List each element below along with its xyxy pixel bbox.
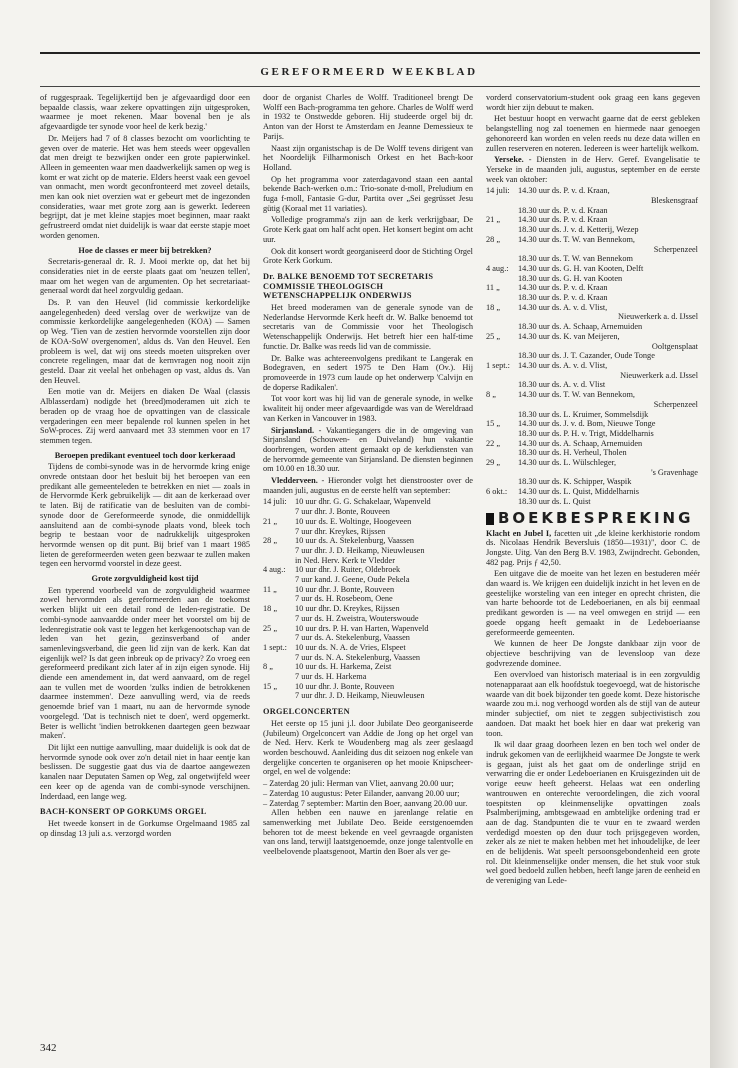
column-2 bbox=[263, 93, 473, 859]
schedule-date: 25 „ bbox=[263, 623, 278, 633]
schedule-date: 8 „ bbox=[263, 662, 273, 672]
schedule-entry: 18.30 uur ds. J. T. Cazander, Oude Tonge bbox=[518, 351, 655, 361]
paragraph-text: - Hieronder volgt het dienstrooster over de maanden juli, augustus en de eerste helft van september: bbox=[263, 476, 473, 495]
schedule-entry: 18.30 uur ds. P. H. v. Trigt, Middelharnis bbox=[518, 428, 654, 438]
paragraph: Een overvloed van historisch materiaal is in een zorgvuldig notenapparaat aan elk hoofdstuk toegevoegd, wat de historische waarde van dit boek bijzonder ten goede komt. Deze historische waarde zou m.i. nog verhoogd worden als de stijl van de auteur minder subjectief, om niet te zeggen subjectivistisch zou aandoen. Dat maakt het boek hier en daar wat prekerig van toon. bbox=[486, 670, 700, 738]
paragraph: door de organist Charles de Wolff. Traditioneel brengt De Wolff een Bach-programma ten gehore. Charles de Wolff werd in 1932 te Onstwedde geboren. Hij studeerde orgel bij dr. Anton van der Horst te Amsterdam en Jeanne Demessieux te Parijs. bbox=[263, 93, 473, 141]
schedule-date bbox=[263, 594, 295, 604]
schedule-entry: 18.30 uur ds. L. Quist bbox=[518, 496, 591, 506]
schedule-row bbox=[263, 662, 473, 672]
paragraph: Dr. Meijers had 7 of 8 classes bezocht om voorlichting te geven over de materie. Het was hem steeds weer opgevallen dat men dreigt te bezwijken onder een grote papierwinkel. Alleen in gemeenten waar men daadwerkelijk samen op weg is komt er wat zicht op de materie. Elders heerst vaak een gevoel van onmacht, men wordt geconfronteerd met zoveel details, men kan ook niet overzien wat er gebeurt met de ingezonden consideraties, waar met grote zorg aan is gewerkt. Iedereen begrijpt, dat je met kleine stapjes moet beginnen, maar raakt gefrustreerd omdat niet duidelijk is waar dat eerste stapje moet worden genomen. bbox=[40, 133, 250, 240]
paragraph bbox=[486, 529, 700, 568]
service-schedule bbox=[263, 497, 473, 701]
schedule-entry: 14.30 uur ds. A. v. d. Vlist, bbox=[518, 302, 608, 312]
schedule-date: 6 okt.: bbox=[486, 487, 508, 497]
schedule-date bbox=[486, 293, 518, 303]
paragraph: Allen hebben een nauwe en jarenlange relatie en samenwerking met Jubilate Deo. Beide eerstgenoemden behoren tot de meest bekende en veel gevraagde organisten van ons land, terwijl laatstgenoemde, onze jonge talentvolle en veelbelovende plaatsgenoot, Martin den Boer als ver ge- bbox=[263, 808, 473, 857]
paragraph: Dr. Balke was achtereenvolgens predikant te Langerak en Bodegraven, en sedert 1975 te Den Ham (Ov.). Hij promoveerde in 1973 cum laude op het onderwerp 'Calvijn en de doperse Radikalen'. bbox=[263, 353, 473, 392]
concert-item: – Zaterdag 20 juli: Herman van Vliet, aanvang 20.00 uur; bbox=[263, 779, 454, 789]
column-3 bbox=[486, 93, 700, 888]
page-number: 342 bbox=[40, 1042, 57, 1054]
paragraph: Naast zijn organistschap is de De Wolff tevens dirigent van het Noordelijk Filharmonisch Orkest en het Bach-koor Holland. bbox=[263, 143, 473, 172]
schedule-row bbox=[263, 594, 473, 604]
schedule-date: 15 „ bbox=[486, 419, 501, 429]
paragraph: Ds. P. van den Heuvel (lid commissie kerkordelijke aangelegenheden) deed verslag over de werkwijze van de commissie kerkordelijke aangelegenheden (KOA) — Samen op Weg. 'Tien van de zestien hervormde voorstellen zijn door de KOA-SoW overgenomen', aldus ds. Van den Heuvel. Een probleem is wel, dat wij ons steeds moeten uitspreken over concrete regelingen, maar dat de kernvragen nog nooit zijn gesteld. Daar zit veelal het onbehagen op vast, aldus ds. Van den Heuvel. bbox=[40, 298, 250, 385]
schedule-date: 18 „ bbox=[263, 604, 278, 614]
paragraph-text: facetten uit „de kleine kerkhistorie rondom ds. Nicolaas Hendrik Beversluis (1850—1931)", door C. de Jongste. Uitg. Van den Berg B.V. 1983, Zwijndrecht. Gebonden, 482 pag. Prijs ƒ 42,50. bbox=[486, 528, 701, 567]
book-title: Klacht en Jubel I, bbox=[486, 528, 552, 538]
schedule-date bbox=[263, 614, 295, 624]
schedule-entry: 14.30 uur ds. L. Wülschleger, bbox=[518, 458, 617, 468]
schedule-row bbox=[486, 419, 700, 429]
schedule-date bbox=[486, 448, 518, 458]
schedule-row bbox=[486, 390, 700, 400]
schedule-entry: 10 uur ds. N. A. de Vries, Elspeet bbox=[295, 642, 406, 652]
schedule-entry: 7 uur ds. H. Harkema bbox=[295, 672, 367, 682]
schedule-row bbox=[263, 507, 473, 517]
schedule-date: 1 sept.: bbox=[263, 642, 287, 652]
schedule-entry: 18.30 uur ds. J. v. d. Ketterij, Wezep bbox=[518, 225, 639, 235]
schedule-row bbox=[263, 497, 473, 507]
lead-word: Yerseke. bbox=[494, 155, 524, 165]
schedule-row bbox=[486, 274, 700, 284]
schedule-date: 14 juli: bbox=[263, 497, 287, 507]
schedule-row bbox=[263, 633, 473, 643]
schedule-date: 1 sept.: bbox=[486, 360, 510, 370]
schedule-date bbox=[263, 653, 295, 663]
schedule-date bbox=[263, 575, 295, 585]
schedule-row bbox=[486, 342, 700, 352]
schedule-date bbox=[486, 351, 518, 361]
schedule-entry: in Ned. Herv. Kerk te Vledder bbox=[295, 555, 395, 565]
schedule-date: 28 „ bbox=[486, 234, 501, 244]
schedule-entry: 10 uur dhr. J. Ruiter, Oldebroek bbox=[295, 565, 401, 575]
schedule-date bbox=[486, 342, 518, 352]
column-1 bbox=[40, 93, 250, 840]
schedule-entry: 18.30 uur ds. H. Verheul, Tholen bbox=[518, 448, 627, 458]
schedule-date bbox=[486, 322, 518, 332]
schedule-date: 8 „ bbox=[486, 390, 496, 400]
schedule-date bbox=[486, 497, 518, 507]
schedule-row bbox=[486, 448, 700, 458]
paragraph bbox=[486, 155, 700, 184]
schedule-row bbox=[486, 206, 700, 216]
schedule-entry: 14.30 uur ds. L. Quist, Middelharnis bbox=[518, 487, 639, 497]
paragraph: Secretaris-generaal dr. R. J. Mooi merkte op, dat het bij consideraties niet in de eerste plaats gaat om 'neuzen tellen', maar om het wegen van de argumenten. Op het secretariaat-generaal wordt dat heel zorgvuldig gedaan. bbox=[40, 257, 250, 296]
schedule-row bbox=[486, 497, 700, 507]
schedule-entry: 10 uur ds. E. Woltinge, Hoogeveen bbox=[295, 516, 412, 526]
schedule-date bbox=[263, 633, 295, 643]
schedule-date: 28 „ bbox=[263, 536, 278, 546]
schedule-date bbox=[486, 371, 518, 381]
article-heading: Dr. BALKE BENOEMD TOT SECRETARIS COMMISSIE THEOLOGISCH WETENSCHAPPELIJK ONDERWIJS bbox=[263, 271, 434, 301]
schedule-row bbox=[263, 527, 473, 537]
schedule-entry: Scherpenzeel bbox=[653, 399, 698, 409]
schedule-entry: 7 uur dhr. J. D. Heikamp, Nieuwleusen bbox=[295, 545, 425, 555]
schedule-row bbox=[263, 691, 473, 701]
schedule-entry: 10 uur ds. H. Harkema, Zeist bbox=[295, 662, 392, 672]
schedule-row bbox=[486, 225, 700, 235]
schedule-entry: 10 uur dhr. J. Bonte, Rouveen bbox=[295, 584, 395, 594]
schedule-row bbox=[486, 196, 700, 206]
schedule-row bbox=[263, 682, 473, 692]
schedule-row bbox=[486, 410, 700, 420]
schedule-entry: 7 uur kand. J. Geene, Oude Pekela bbox=[295, 575, 410, 585]
schedule-row bbox=[486, 186, 700, 196]
schedule-date bbox=[486, 206, 518, 216]
paragraph: Het breed moderamen van de generale synode van de Nederlandse Hervormde Kerk heeft dr. W. Balke benoemd tot secretaris van de Commissie voor het Theologisch Wetenschappelijk Onderwijs. Het betreft hier een half-time functie. Dr. Balke was reeds lid van de commissie. bbox=[263, 303, 473, 351]
schedule-row bbox=[486, 283, 700, 293]
schedule-row bbox=[486, 468, 700, 478]
schedule-row bbox=[486, 458, 700, 468]
schedule-row bbox=[486, 487, 700, 497]
schedule-entry: 10 uur ds. A. Stekelenburg, Vaassen bbox=[295, 536, 415, 546]
schedule-date bbox=[263, 507, 295, 517]
top-rule bbox=[40, 52, 700, 54]
paragraph: Op het programma voor zaterdagavond staan een aantal bekende Bach-werken o.m.: Trio-sonate d-moll, Preludium en fuga f-moll, Fantasie G-dur, Partita over „Sei gegrüsset Jesu gütig (Koraal met 11 variaties). bbox=[263, 174, 473, 213]
schedule-row bbox=[486, 429, 700, 439]
schedule-entry: 14.30 uur ds. T. W. van Bennekom, bbox=[518, 390, 635, 400]
paragraph: of ruggespraak. Tegelijkertijd ben je afgevaardigd door een bepaalde classis, waar zekere opvattingen zijn uitgesproken, waarmee je moet rekenen. Maar bovenal ben je als afgevaardigde ter synode voor heel de kerk bezig.' bbox=[40, 93, 250, 132]
concert-list bbox=[263, 779, 473, 808]
schedule-entry: 18.30 uur ds. P. v. d. Kraan bbox=[518, 293, 608, 303]
schedule-entry: 7 uur dhr. J. Bonte, Rouveen bbox=[295, 507, 390, 517]
paragraph bbox=[263, 476, 473, 495]
schedule-entry: 14.30 uur ds. P. v. d. Kraan, bbox=[518, 186, 610, 196]
schedule-entry: 7 uur dhr. Kreykes, Rijssen bbox=[295, 526, 386, 536]
schedule-row bbox=[486, 215, 700, 225]
schedule-row bbox=[263, 604, 473, 614]
schedule-date: 29 „ bbox=[486, 458, 501, 468]
schedule-date bbox=[486, 254, 518, 264]
schedule-date bbox=[486, 196, 518, 206]
schedule-date bbox=[486, 477, 518, 487]
concert-item: – Zaterdag 10 augustus: Peter Eilander, aanvang 20.00 uur; bbox=[263, 788, 460, 798]
paragraph: We kunnen de heer De Jongste dankbaar zijn voor de objectieve beschrijving van de levensloop van deze godvrezende dominee. bbox=[486, 639, 700, 668]
schedule-row bbox=[486, 293, 700, 303]
schedule-entry: 7 uur ds. H. Rosebeom, Oene bbox=[295, 594, 393, 604]
schedule-date: 21 „ bbox=[486, 215, 501, 225]
schedule-date bbox=[263, 672, 295, 682]
schedule-row bbox=[486, 380, 700, 390]
schedule-entry: 10 uur dhr. D. Kreykes, Rijssen bbox=[295, 604, 400, 614]
schedule-entry: 18.30 uur ds. P. v. d. Kraan bbox=[518, 205, 608, 215]
schedule-entry: 14.30 uur ds. A. Schaap, Arnemuiden bbox=[518, 438, 643, 448]
schedule-entry: 14.30 uur ds. G. H. van Kooten, Delft bbox=[518, 263, 644, 273]
schedule-row bbox=[486, 245, 700, 255]
paragraph: Volledige programma's zijn aan de kerk verkrijgbaar, De Grote Kerk gaat om half acht open. Het konsert begint om acht uur. bbox=[263, 215, 473, 244]
schedule-date: 21 „ bbox=[263, 516, 278, 526]
paragraph: Tot voor kort was hij lid van de generale synode, in welke kwaliteit hij onder meer afgevaardigde was van de Wereldraad van Kerken in Vancouver in 1983. bbox=[263, 394, 473, 423]
schedule-date bbox=[486, 400, 518, 410]
schedule-date bbox=[263, 691, 295, 701]
schedule-date bbox=[486, 468, 518, 478]
schedule-entry: 18.30 uur ds. A. v. d. Vlist bbox=[518, 380, 606, 390]
schedule-row bbox=[263, 536, 473, 546]
paragraph: Ik wil daar graag doorheen lezen en ben toch wel onder de indruk gekomen van de eerlijkheid waarmee De Jongste te werk is gegaan, juist als het gaat om de onderlinge strijd en verwarring die er onder Ledeboerianen en Kruisgezinden uit de vorige eeuw heeft geheerst. Helaas wat een onderling wantrouwen en onterechte veroordelingen, die zich vooral toespitsten op kleinmenselijke opvattingen zoals Psalmberijming, ambtsgewaad en ambtelijke ordening trad er aan de dag. Standpunten die te vuur en te zwaard werden verdedigd moesten op den duur toch prijsgegeven worden, zeker als ze niet te maken hebben met het inhoudelijke, de leer en de belijdenis. Wat speelt persoonsgebondenheid een grote rol. Dit kleinmenselijke onder mensen, die het stuk voor stuk wel goed bedoeld zullen hebben, heeft lange jaren de eenheid en de vereniging van Lede- bbox=[486, 740, 701, 886]
schedule-date bbox=[486, 380, 518, 390]
paragraph: vorderd conservatorium-student ook graag een kans gegeven wordt hier zijn debuut te maken. bbox=[486, 93, 700, 112]
page-header-title: GEREFORMEERD WEEKBLAD bbox=[260, 66, 478, 78]
paragraph: Tijdens de combi-synode was in de hervormde kring enige onvrede ontstaan door het besluit bij het beroepen van een predikant alle gemeenteleden te betrekken en niet — zoals in de Hervormde Kerk gebruikelijk — dit aan de kerkeraad over te laten. Bij de ratificatie van de besluiten van de combi-synode door de Gereformeerde synode, die onmiddellijk aansluitend aan de combi-synode plaats vond, bleek toch begrip te bestaan voor de nadrukkelijk uitgesproken hervormde wensen op dit punt. Bij brief van 1 maart 1985 lieten de gereformeerden weten geen bezwaar te zullen maken tegen een hervormd voorstel in deze geest. bbox=[40, 462, 250, 569]
schedule-entry: 7 uur ds. A. Stekelenburg, Vaassen bbox=[295, 633, 410, 643]
paragraph: Het tweede konsert in de Gorkumse Orgelmaand 1985 zal op dinsdag 13 juli a.s. verzorgd worden bbox=[40, 818, 250, 838]
concert-item: – Zaterdag 7 september: Martin den Boer, aanvang 20.00 uur. bbox=[263, 798, 468, 808]
schedule-row bbox=[263, 643, 473, 653]
paragraph: Een uitgave die de moeite van het lezen en bestuderen méér dan waard is. We krijgen een duidelijk inzicht in het leven en de geestelijke worsteling van een integer en oprecht christen, die van harte behoorde tot de Ledeboerianen, en als bij eenmaal predikant geworden is — na veel omwegen en strijd — een goede opgang heeft gemaakt in de Ledeboeriaanse gereformeerde gemeenten. bbox=[486, 569, 700, 637]
schedule-entry: 14.30 uur ds. P. v. d. Kraan bbox=[518, 215, 608, 225]
schedule-date bbox=[486, 245, 518, 255]
schedule-entry: 18.30 uur ds. A. Schaap, Arnemuiden bbox=[518, 322, 643, 332]
schedule-row bbox=[486, 371, 700, 381]
paragraph bbox=[263, 426, 473, 475]
paragraph: Een motie van dr. Meijers en diaken De Waal (classis Alblasserdam) nodigde het (breed)moderamen uit zich te beraden op de vraag hoe de opvattingen van de classicale vergaderingen een meer bepalende rol kunnen spelen in het SoW-proces. Zij werd aanvaard met 33 stemmen voor en 17 stemmen tegen. bbox=[40, 387, 250, 445]
schedule-row bbox=[486, 477, 700, 487]
schedule-row bbox=[263, 565, 473, 575]
book-review-title-text: BOEKBESPREKING bbox=[498, 508, 694, 527]
schedule-entry: 18.30 uur ds. L. Kruimer, Sommelsdijk bbox=[518, 409, 649, 419]
service-schedule bbox=[486, 186, 700, 506]
schedule-row bbox=[263, 585, 473, 595]
paragraph: Het bestuur hoopt en verwacht gaarne dat de eerst gebleken belangstelling nog zal toenemen en hiermede naar genoegen gehonoreerd kan worden en velen reeds nu deze data willen en zullen reserveren en noteren. Iedereen is weer hartelijk welkom. bbox=[486, 114, 700, 153]
schedule-date bbox=[263, 556, 295, 566]
schedule-date bbox=[263, 546, 295, 556]
schedule-date: 22 „ bbox=[486, 438, 501, 448]
schedule-row bbox=[263, 556, 473, 566]
schedule-date: 25 „ bbox=[486, 331, 501, 341]
schedule-date: 4 aug.: bbox=[486, 263, 509, 273]
paragraph: Een typerend voorbeeld van de zorgvuldigheid waarmee zowel hervormden als gereformeerden aan de toekomst werken blijkt uit een detail rond de leden-registratie. De combi-synode aanvaardde onder meer het voorstel om bij de ledenregistratie ook vast te leggen het kerkgenootschap van de leden van het gezin, gezinsverband of ander samenlevingsverband, die geen lid zijn van de kerk. Kan dat eigenlijk wel? Is dat geen inbreuk op de privacy? Zo vroeg een gereformeerd predikant zich later af in zijn eigen synode. Hij diende een amendement in, dat werd aanvaard, om de regel aan te vullen met de woorden 'zulks indien de betrokkenen daarmee instemmen'. Deze aanvulling werd, via de reeds genoemde brief van 1 maart, nu aan de hervormde synode voorgelegd. 'Dat is technisch niet te doen', werd opgemerkt. Beter is wellicht 'indien betrokkenen daartegen geen bezwaar maken'. bbox=[40, 585, 250, 741]
schedule-row bbox=[263, 546, 473, 556]
paragraph: Het eerste op 15 juni j.l. door Jubilate Deo georganiseerde (Jubileum) Orgelconcert van Addie de Jong op het orgel van de Ned. Herv. Kerk te Woudenberg mag als zeer geslaagd worden beschouwd. Aanleiding dus dit seizoen nog enkele van dergelijke concerten te organiseren op het mooie Knipscheer-orgel, en wel de volgende: bbox=[263, 718, 473, 777]
schedule-date: 14 juli: bbox=[486, 186, 510, 196]
schedule-date bbox=[486, 429, 518, 439]
schedule-row bbox=[486, 235, 700, 245]
schedule-entry: 14.30 uur ds. T. W. van Bennekom, bbox=[518, 234, 635, 244]
paragraph-text: - Diensten in de Herv. Geref. Evangelisatie te Yerseke in de maanden juli, augustus, september en de eerste week van oktober: bbox=[486, 155, 700, 184]
article-heading: ORGELCONCERTEN bbox=[263, 707, 350, 717]
schedule-entry: 14.30 uur ds. K. van Meijeren, bbox=[518, 331, 620, 341]
schedule-entry: Bleskensgraaf bbox=[651, 196, 698, 206]
page-edge bbox=[710, 0, 738, 1068]
schedule-row bbox=[486, 439, 700, 449]
schedule-row bbox=[486, 264, 700, 274]
schedule-row bbox=[486, 322, 700, 332]
schedule-date bbox=[486, 410, 518, 420]
schedule-row bbox=[486, 351, 700, 361]
section-heading: Grote zorgvuldigheid kost tijd bbox=[91, 574, 199, 584]
schedule-row bbox=[486, 312, 700, 322]
schedule-row bbox=[486, 400, 700, 410]
schedule-entry: 10 uur dhr. J. Bonte, Rouveen bbox=[295, 681, 395, 691]
schedule-entry: 's Gravenhage bbox=[651, 467, 698, 477]
schedule-row bbox=[263, 575, 473, 585]
schedule-entry: Scherpenzeel bbox=[653, 244, 698, 254]
lead-word: Sirjansland. bbox=[271, 425, 315, 435]
schedule-entry: Nieuwerkerk a. d. IJssel bbox=[618, 312, 698, 322]
schedule-entry: 18.30 uur ds. K. Schipper, Waspik bbox=[518, 477, 632, 487]
schedule-entry: 18.30 uur ds. T. W. van Bennekom bbox=[518, 254, 633, 264]
schedule-entry: 18.30 uur ds. G. H. van Kooten bbox=[518, 273, 623, 283]
paragraph-text: - Vakantiegangers die in de omgeving van Sirjansland (Schouwen- en Duiveland) hun vakantie doorbrengen, worden attent gemaakt op de kerkdiensten van de hervormde gemeente van Sirjansland. De diensten beginnen om 10.00 en 18.30 uur. bbox=[263, 425, 473, 474]
schedule-row bbox=[486, 361, 700, 371]
section-heading: Beroepen predikant eventueel toch door kerkeraad bbox=[54, 450, 236, 460]
schedule-entry: 7 uur ds. H. Zweistra, Wouterswoude bbox=[295, 613, 419, 623]
paragraph: Dit lijkt een nuttige aanvulling, maar duidelijk is ook dat de hervormde synode ook over zo'n detail niet in haar eentje kan beslissen. De suggestie gaat dus via de daartoe aangewezen kanalen naar Deputaten Samen op Weg, zal ongetwijfeld weer een keer op de agenda van de combi-synode verschijnen. Inderdaad, een lange weg. bbox=[40, 743, 250, 801]
paragraph: Ook dit konsert wordt georganiseerd door de Stichting Orgel Grote Kerk Gorkum. bbox=[263, 246, 473, 266]
schedule-date: 11 „ bbox=[263, 584, 277, 594]
schedule-entry: Ooltgensplaat bbox=[651, 341, 698, 351]
schedule-entry: 10 uur dhr. G. G. Schakelaar, Wapenveld bbox=[295, 497, 431, 507]
schedule-entry: Nieuwerkerk a.d. IJssel bbox=[620, 370, 698, 380]
schedule-row bbox=[486, 332, 700, 342]
schedule-date bbox=[486, 274, 518, 284]
schedule-entry: 7 uur ds. N. A. Stekelenburg, Vaassen bbox=[295, 652, 421, 662]
schedule-row bbox=[263, 624, 473, 634]
schedule-entry: 14.30 uur ds. A. v. d. Vlist, bbox=[518, 360, 608, 370]
schedule-date: 4 aug.: bbox=[263, 565, 286, 575]
schedule-entry: 14.30 uur ds. P. v. d. Kraan bbox=[518, 283, 608, 293]
title-mark-icon bbox=[486, 513, 494, 525]
schedule-date bbox=[486, 312, 518, 322]
schedule-date: 18 „ bbox=[486, 302, 501, 312]
schedule-row bbox=[263, 672, 473, 682]
schedule-date: 15 „ bbox=[263, 681, 278, 691]
lead-word: Vledderveen. bbox=[271, 476, 318, 486]
schedule-row bbox=[486, 254, 700, 264]
schedule-date: 11 „ bbox=[486, 283, 500, 293]
book-review-title bbox=[486, 508, 700, 527]
schedule-entry: 14.30 uur ds. J. v. d. Bom, Nieuwe Tonge bbox=[518, 419, 656, 429]
schedule-date bbox=[486, 225, 518, 235]
schedule-date bbox=[263, 527, 295, 537]
header-rule bbox=[40, 86, 700, 87]
schedule-row bbox=[486, 303, 700, 313]
schedule-entry: 10 uur drs. P. H. van Harten, Wapenveld bbox=[295, 623, 429, 633]
article-heading: BACH-KONSERT OP GORKUMS ORGEL bbox=[40, 807, 207, 817]
schedule-entry: 7 uur dhr. J. D. Heikamp, Nieuwleusen bbox=[295, 691, 425, 701]
schedule-row bbox=[263, 517, 473, 527]
schedule-row bbox=[263, 614, 473, 624]
section-heading: Hoe de classes er meer bij betrekken? bbox=[78, 245, 212, 255]
schedule-row bbox=[263, 653, 473, 663]
